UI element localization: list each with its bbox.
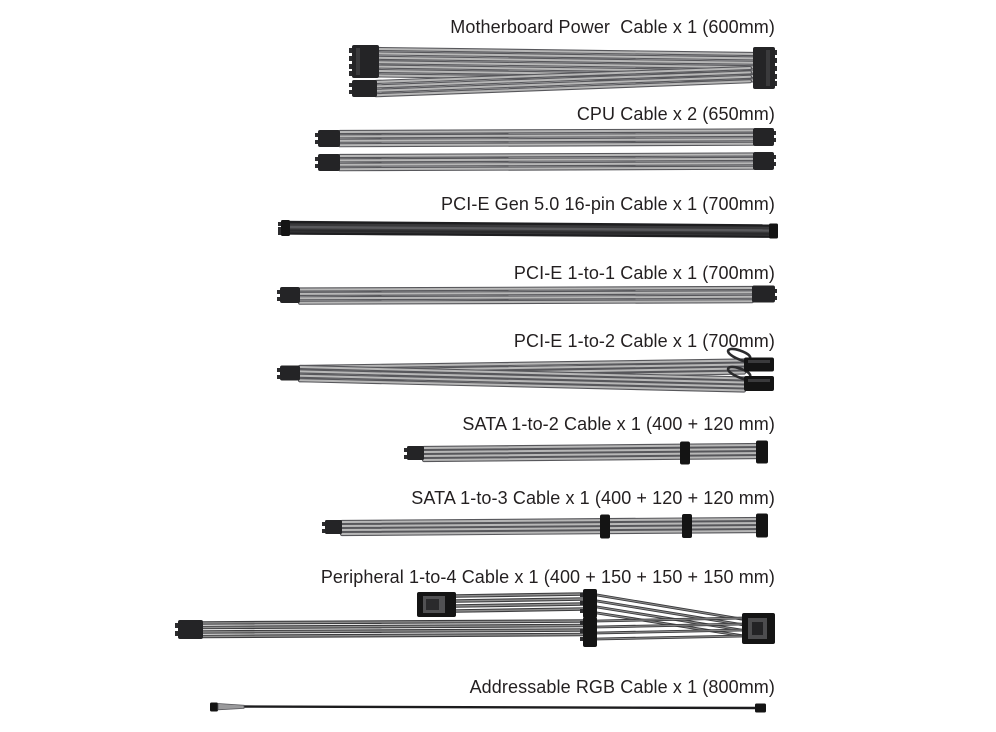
sata-1to2-cable-graphic — [404, 441, 768, 465]
label-argb: Addressable RGB Cable x 1 (800mm) — [469, 677, 775, 697]
argb-right-connector — [755, 704, 766, 713]
atx-psu-connector-top — [349, 45, 379, 78]
pcie-1to2-right-connector-top — [744, 358, 774, 372]
motherboard-power-cable-graphic — [349, 45, 777, 97]
pcie-1to1-left-connector — [277, 287, 300, 303]
label-cpu: CPU Cable x 2 (650mm) — [576, 104, 775, 124]
pcie-1to2-left-connector — [277, 366, 300, 381]
sata-1to2-left-connector — [404, 446, 424, 460]
label-pcie-1to1: PCI-E 1-to-1 Cable x 1 (700mm) — [513, 263, 775, 283]
label-peripheral-1to4: Peripheral 1-to-4 Cable x 1 (400 + 150 + 150 + 150 mm) — [320, 567, 775, 587]
molex-connector-top — [417, 592, 456, 617]
atx-psu-connector-bottom — [349, 80, 377, 97]
label-pcie-gen5: PCI-E Gen 5.0 16-pin Cable x 1 (700mm) — [441, 194, 775, 214]
sata-connector-1 — [600, 515, 610, 539]
peripheral-1to4-cable-graphic — [175, 589, 775, 647]
label-sata-1to3: SATA 1-to-3 Cable x 1 (400 + 120 + 120 mm) — [411, 488, 775, 508]
sata-connector-2 — [682, 514, 692, 538]
label-sata-1to2: SATA 1-to-2 Cable x 1 (400 + 120 mm) — [462, 414, 775, 434]
sata-connector-3 — [756, 514, 768, 538]
pcie-gen5-cable-graphic — [278, 220, 778, 239]
cpu-cables-graphic — [315, 128, 776, 171]
pcie-1to1-cable-graphic — [277, 286, 777, 304]
cpu-cable2-left-connector — [315, 154, 340, 171]
molex-connector-right — [742, 613, 775, 644]
pcie-1to2-cable-graphic — [277, 349, 774, 391]
inline-connector-top — [580, 589, 597, 618]
label-motherboard-power: Motherboard Power Cable x 1 (600mm) — [450, 17, 775, 37]
cpu-cable1-left-connector — [315, 130, 340, 147]
atx-24pin-connector — [753, 47, 777, 89]
pcie-1to2-right-connector-bottom — [744, 376, 774, 391]
sata-1to3-left-connector — [322, 520, 342, 534]
argb-left-connector — [210, 703, 244, 712]
cpu-cable2-right-connector — [753, 152, 776, 170]
peripheral-left-connector — [175, 620, 203, 639]
label-pcie-1to2: PCI-E 1-to-2 Cable x 1 (700mm) — [513, 331, 775, 351]
sata-1to3-cable-graphic — [322, 514, 768, 539]
gen5-right-connector — [769, 224, 778, 239]
cpu-cable1-right-connector — [753, 128, 776, 146]
inline-connector-bottom — [580, 617, 597, 647]
sata-connector-1 — [680, 442, 690, 465]
pcie-1to1-right-connector — [752, 286, 777, 303]
sata-connector-2 — [756, 441, 768, 464]
gen5-left-connector — [278, 220, 290, 236]
argb-cable-graphic — [210, 703, 766, 713]
